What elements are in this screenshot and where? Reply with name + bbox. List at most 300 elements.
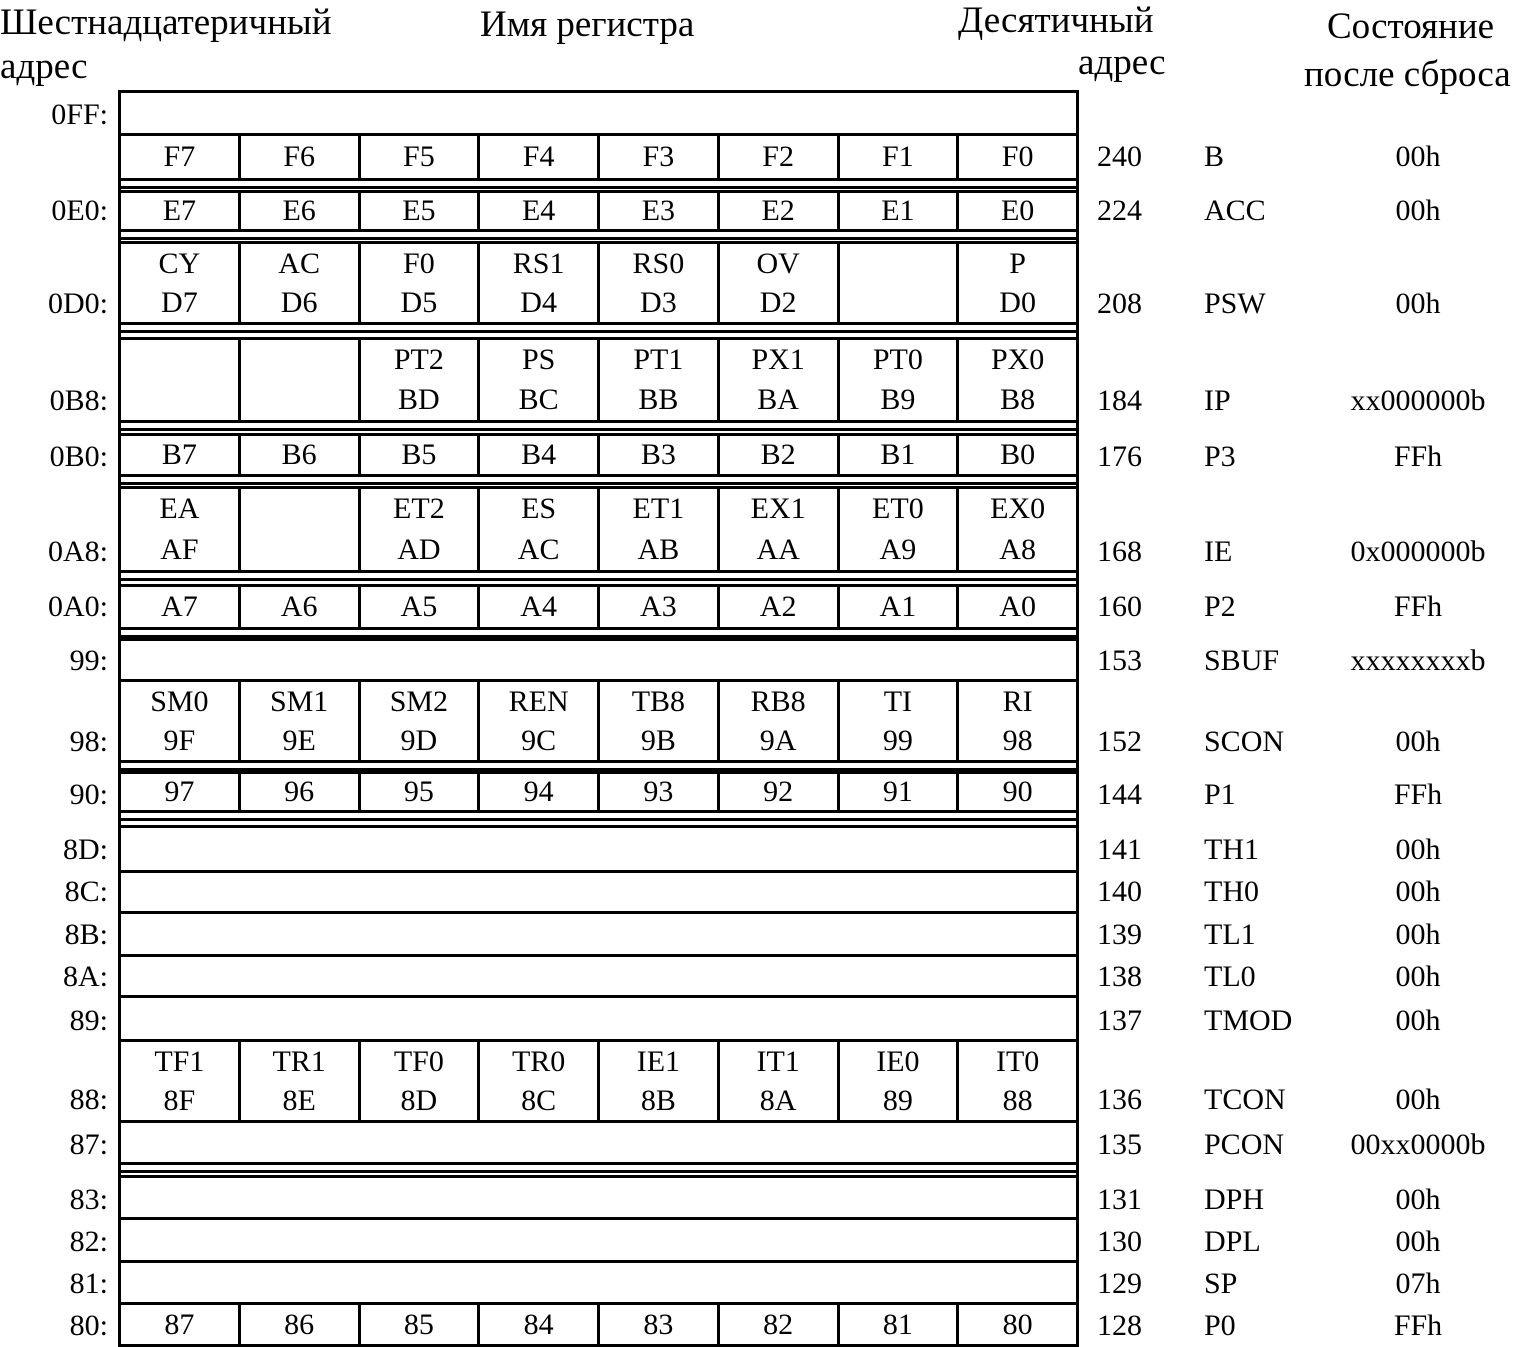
decimal-address: 152 [1097, 725, 1142, 758]
bit-name: ET0 [872, 492, 924, 526]
bit-name: AC [278, 246, 320, 280]
bit-name: PT2 [393, 343, 444, 376]
address-gap-divider [118, 322, 1079, 333]
bit-address: 8A [759, 1083, 797, 1117]
bit-address: 96 [284, 775, 315, 808]
bit-name: EA [159, 492, 200, 526]
bit-cell [121, 1042, 238, 1120]
bit-address: 93 [643, 775, 674, 808]
reset-value: 00h [1395, 140, 1441, 173]
bit-cell [956, 682, 1076, 760]
bit-name: PX0 [990, 343, 1045, 376]
register-box [118, 337, 1079, 423]
bit-address: 80 [1002, 1307, 1033, 1341]
bit-cell [956, 774, 1076, 810]
register-name: TCON [1204, 1083, 1286, 1116]
address-gap-divider [118, 570, 1079, 581]
register-name: TL0 [1204, 960, 1256, 993]
reset-value: 00h [1395, 287, 1441, 320]
bit-address: 9F [163, 723, 196, 757]
bit-address: AC [517, 532, 560, 566]
register-name: TH1 [1204, 833, 1259, 866]
bit-cell [597, 682, 717, 760]
bit-cell [956, 587, 1076, 627]
bit-address: BB [638, 383, 679, 416]
bit-cell [597, 136, 717, 178]
bit-address: F0 [1001, 140, 1034, 173]
bit-cell [238, 436, 358, 474]
register-box [118, 911, 1079, 957]
bit-name: ES [521, 492, 557, 526]
bit-cell [717, 489, 837, 570]
decimal-address: 224 [1097, 194, 1142, 227]
register-box [118, 638, 1079, 682]
bit-cell [956, 436, 1076, 474]
bit-address: AF [160, 532, 199, 566]
bit-cell [837, 340, 957, 420]
bit-cell [837, 193, 957, 229]
bit-name: SM1 [269, 684, 329, 718]
header-dec-line2: адрес [1078, 42, 1166, 83]
bit-cell [121, 193, 238, 229]
bit-cell [597, 1042, 717, 1120]
bit-name: PS [521, 343, 556, 376]
bit-address: F6 [283, 140, 315, 173]
reset-value: xxxxxxxxb [1350, 644, 1486, 677]
decimal-address: 137 [1097, 1004, 1142, 1037]
hex-address: 89: [69, 1004, 108, 1037]
bit-address: B0 [1000, 438, 1036, 471]
bit-address: E1 [881, 194, 915, 227]
bit-address: 86 [284, 1307, 315, 1341]
bit-address: B7 [161, 438, 197, 471]
header-dec-line1: Десятичный [958, 0, 1154, 41]
bit-name: TR0 [511, 1044, 566, 1078]
bit-name: REN [508, 684, 569, 718]
bit-cell [238, 193, 358, 229]
bit-cell [477, 244, 597, 322]
hex-address: 8B: [64, 918, 108, 951]
bit-name: IT0 [995, 1044, 1040, 1078]
bit-address: 82 [763, 1307, 794, 1341]
register-name: PCON [1204, 1128, 1285, 1161]
bit-cell [121, 136, 238, 178]
bit-address: 98 [1002, 723, 1033, 757]
bit-cell [238, 682, 358, 760]
bit-cell [358, 340, 478, 420]
bit-address: 95 [403, 775, 434, 808]
decimal-address: 139 [1097, 918, 1142, 951]
bit-cell [238, 489, 358, 570]
bit-cell [121, 244, 238, 322]
bit-cell [477, 136, 597, 178]
bit-address: A2 [759, 590, 797, 623]
bit-cell [358, 489, 478, 570]
bit-cell [597, 774, 717, 810]
bit-address: F4 [522, 140, 555, 173]
bit-cell [956, 136, 1076, 178]
bit-address: AB [637, 532, 680, 566]
register-box [118, 486, 1079, 573]
bit-address: 8C [521, 1083, 557, 1117]
bit-name: RI [1002, 684, 1033, 718]
bit-name: F0 [403, 246, 435, 280]
bit-cell [358, 1305, 478, 1344]
address-gap-divider [118, 627, 1079, 638]
bit-address: A8 [999, 532, 1036, 566]
bit-address: D4 [520, 285, 557, 319]
bit-address: BD [398, 383, 440, 416]
hex-address: 0B0: [49, 440, 108, 473]
bit-cell [477, 682, 597, 760]
decimal-address: 136 [1097, 1083, 1142, 1116]
bit-address: B9 [880, 383, 916, 416]
decimal-address: 138 [1097, 960, 1142, 993]
header-reset-line2: после сброса [1304, 54, 1511, 95]
bit-cell [837, 1305, 957, 1344]
header-hex-line1: Шестнадцатеричный [0, 2, 332, 43]
register-box [118, 679, 1079, 763]
bit-name: RS1 [512, 246, 565, 280]
register-box [118, 1260, 1079, 1305]
bit-address: B2 [760, 438, 796, 471]
reset-value: FFh [1393, 778, 1443, 811]
bit-address: 94 [523, 775, 554, 808]
bit-cell [477, 1305, 597, 1344]
hex-address: 0A0: [48, 590, 108, 623]
hex-address: 98: [69, 725, 108, 758]
bit-address: 88 [1002, 1083, 1033, 1117]
bit-cell [837, 436, 957, 474]
bit-address: A1 [879, 590, 917, 623]
register-name: ACC [1204, 194, 1266, 227]
bit-cell [717, 244, 837, 322]
bit-address: 87 [164, 1307, 195, 1341]
bit-address: E3 [641, 194, 676, 227]
bit-address: E0 [1000, 194, 1035, 227]
bit-name: P [1009, 246, 1026, 280]
bit-address: D7 [161, 285, 198, 319]
register-name: IP [1204, 384, 1231, 417]
hex-address: 0FF: [51, 98, 108, 131]
register-name: SCON [1204, 725, 1285, 758]
bit-address: 8E [282, 1083, 316, 1117]
bit-cell [477, 193, 597, 229]
bit-cell [717, 340, 837, 420]
decimal-address: 129 [1097, 1267, 1142, 1300]
hex-address: 87: [69, 1128, 108, 1161]
reset-value: 00h [1395, 875, 1441, 908]
address-gap-divider [118, 810, 1079, 821]
bit-address: A3 [640, 590, 677, 623]
register-box [118, 771, 1079, 813]
bit-name: TI [883, 684, 913, 718]
bit-address: 8F [163, 1083, 196, 1117]
header-reset-line1: Состояние [1327, 6, 1495, 47]
bit-cell [837, 682, 957, 760]
bit-name: EX0 [990, 492, 1046, 526]
register-box [118, 133, 1079, 181]
bit-cell [717, 1042, 837, 1120]
bit-name: EX1 [750, 492, 806, 526]
register-box [118, 995, 1079, 1042]
reset-value: 07h [1395, 1267, 1441, 1300]
bit-address: 9E [282, 723, 316, 757]
hex-address: 8D: [63, 833, 108, 866]
register-box [118, 190, 1079, 232]
decimal-address: 160 [1097, 590, 1142, 623]
register-box [118, 584, 1079, 630]
bit-cell [238, 1305, 358, 1344]
bit-cell [121, 587, 238, 627]
bit-cell [837, 774, 957, 810]
bit-address: 9A [759, 723, 797, 757]
bit-cell [358, 436, 478, 474]
decimal-address: 140 [1097, 875, 1142, 908]
bit-name: SM0 [150, 684, 209, 718]
bit-cell [956, 244, 1076, 322]
bit-address: 9B [640, 723, 676, 757]
register-name: SP [1204, 1267, 1238, 1300]
bit-address: D5 [400, 285, 438, 319]
address-gap-divider [118, 420, 1079, 431]
hex-address: 8A: [63, 960, 108, 993]
bit-cell [238, 774, 358, 810]
bit-cell [956, 1305, 1076, 1344]
hex-address: 8C: [64, 875, 108, 908]
bit-address: B3 [640, 438, 676, 471]
decimal-address: 208 [1097, 287, 1142, 320]
address-gap-divider [118, 474, 1079, 485]
bit-cell [121, 489, 238, 570]
bit-cell [477, 340, 597, 420]
address-gap-divider [118, 229, 1079, 240]
register-name: PSW [1204, 287, 1266, 320]
bit-name: RS0 [632, 246, 685, 280]
bit-address: BC [518, 383, 559, 416]
bit-cell [238, 244, 358, 322]
bit-cell [238, 136, 358, 178]
bit-cell [358, 244, 478, 322]
hex-address: 88: [69, 1083, 108, 1116]
bit-address: 89 [882, 1083, 913, 1117]
bit-name: RB8 [750, 684, 806, 718]
bit-address: AD [397, 532, 441, 566]
bit-address: F1 [882, 140, 914, 173]
bit-name: IE1 [636, 1044, 681, 1078]
bit-name: IE0 [876, 1044, 920, 1078]
hex-address: 80: [69, 1309, 108, 1342]
bit-address: 92 [763, 775, 794, 808]
bit-address: D2 [759, 285, 797, 319]
bit-address: B1 [880, 438, 916, 471]
bit-name: TF1 [154, 1044, 205, 1078]
bit-address: D6 [280, 285, 318, 319]
bit-cell [956, 340, 1076, 420]
header-hex-line2: адрес [0, 46, 88, 87]
hex-address: 0D0: [48, 287, 108, 320]
bit-name: ET1 [632, 492, 685, 526]
register-box [118, 1217, 1079, 1263]
register-name: DPL [1204, 1225, 1261, 1258]
register-box [118, 1175, 1079, 1220]
bit-cell [238, 340, 358, 420]
bit-address: E2 [761, 194, 795, 227]
bit-name: PT1 [633, 343, 684, 376]
address-gap-divider [118, 1162, 1079, 1173]
address-gap-divider [118, 760, 1079, 771]
bit-address: 8B [640, 1083, 676, 1117]
bit-address: BA [757, 383, 799, 416]
bit-cell [238, 587, 358, 627]
register-name: TMOD [1204, 1004, 1293, 1037]
decimal-address: 184 [1097, 384, 1142, 417]
register-box [118, 825, 1079, 873]
register-box [118, 90, 1079, 136]
reset-value: 00h [1395, 918, 1441, 951]
register-box [118, 1039, 1079, 1123]
bit-cell [717, 682, 837, 760]
bit-address: 90 [1002, 775, 1033, 808]
register-name: B [1204, 140, 1225, 173]
hex-address: 0A8: [48, 535, 108, 568]
bit-cell [477, 436, 597, 474]
bit-cell [358, 1042, 478, 1120]
bit-address: E7 [162, 194, 197, 227]
hex-address: 0E0: [51, 194, 108, 227]
register-box [118, 241, 1079, 325]
reset-value: 00xx0000b [1350, 1128, 1486, 1161]
bit-address: B4 [521, 438, 557, 471]
bit-cell [956, 193, 1076, 229]
bit-cell [477, 489, 597, 570]
decimal-address: 131 [1097, 1183, 1142, 1216]
reset-value: 00h [1395, 1083, 1441, 1116]
address-gap-divider [118, 178, 1079, 189]
register-box [118, 433, 1079, 477]
hex-address: 82: [69, 1225, 108, 1258]
decimal-address: 168 [1097, 535, 1142, 568]
bit-name: TR1 [272, 1044, 326, 1078]
decimal-address: 141 [1097, 833, 1142, 866]
bit-address: A0 [999, 590, 1036, 623]
bit-address: AA [756, 532, 800, 566]
bit-cell [837, 136, 957, 178]
reset-value: 00h [1395, 1004, 1441, 1037]
register-name: TH0 [1204, 875, 1259, 908]
bit-address: 84 [523, 1307, 554, 1341]
register-name: TL1 [1204, 918, 1256, 951]
bit-cell [717, 1305, 837, 1344]
bit-name: ET2 [393, 492, 445, 526]
bit-name: TF0 [393, 1044, 444, 1078]
register-name: P1 [1204, 778, 1236, 811]
bit-cell [597, 489, 717, 570]
bit-address: D3 [640, 285, 677, 319]
bit-address: 8D [400, 1083, 438, 1117]
bit-cell [121, 1305, 238, 1344]
bit-name: CY [158, 246, 201, 280]
hex-address: 81: [69, 1267, 108, 1300]
bit-cell [121, 682, 238, 760]
bit-cell [717, 136, 837, 178]
bit-address: A5 [400, 590, 438, 623]
bit-cell [477, 587, 597, 627]
bit-address: B5 [401, 438, 437, 471]
bit-address: E6 [282, 194, 316, 227]
bit-name: PT0 [872, 343, 923, 376]
bit-address: 85 [403, 1307, 434, 1341]
reset-value: 00h [1395, 1183, 1441, 1216]
register-box [118, 1302, 1079, 1347]
bit-name: IT1 [756, 1044, 800, 1078]
bit-cell [956, 489, 1076, 570]
decimal-address: 128 [1097, 1309, 1142, 1342]
bit-cell [121, 340, 238, 420]
reset-value: 00h [1395, 1225, 1441, 1258]
reset-value: 0x000000b [1350, 535, 1486, 568]
hex-address: 0B8: [49, 384, 108, 417]
decimal-address: 240 [1097, 140, 1142, 173]
bit-cell [837, 1042, 957, 1120]
decimal-address: 176 [1097, 440, 1142, 473]
bit-cell [837, 587, 957, 627]
bit-address: 9D [400, 723, 438, 757]
register-name: P3 [1204, 440, 1236, 473]
bit-address: 81 [882, 1307, 913, 1341]
reset-value: 00h [1395, 194, 1441, 227]
register-box [118, 954, 1079, 998]
bit-cell [358, 587, 478, 627]
register-name: DPH [1204, 1183, 1265, 1216]
bit-address: F2 [762, 140, 794, 173]
bit-address: 9C [521, 723, 557, 757]
bit-address: A6 [280, 590, 318, 623]
reset-value: xx000000b [1350, 384, 1486, 417]
bit-address: F5 [403, 140, 435, 173]
header-register-name: Имя регистра [480, 4, 695, 45]
bit-address: A7 [161, 590, 198, 623]
bit-name: TB8 [631, 684, 686, 718]
bit-address: D0 [999, 285, 1036, 319]
reset-value: 00h [1395, 725, 1441, 758]
bit-cell [597, 587, 717, 627]
hex-address: 83: [69, 1183, 108, 1216]
bit-address: 91 [882, 775, 913, 808]
decimal-address: 144 [1097, 778, 1142, 811]
bit-cell [717, 774, 837, 810]
bit-cell [956, 1042, 1076, 1120]
decimal-address: 130 [1097, 1225, 1142, 1258]
reset-value: 00h [1395, 833, 1441, 866]
decimal-address: 153 [1097, 644, 1142, 677]
bit-address: A4 [520, 590, 557, 623]
bit-name: PX1 [751, 343, 805, 376]
bit-address: B6 [281, 438, 317, 471]
bit-address: 99 [882, 723, 913, 757]
bit-cell [717, 436, 837, 474]
bit-name: OV [756, 246, 800, 280]
bit-cell [477, 1042, 597, 1120]
bit-cell [238, 1042, 358, 1120]
bit-address: 97 [164, 775, 195, 808]
bit-cell [597, 193, 717, 229]
bit-cell [717, 587, 837, 627]
bit-cell [358, 682, 478, 760]
bit-cell [358, 136, 478, 178]
reset-value: FFh [1393, 440, 1443, 473]
bit-cell [358, 774, 478, 810]
